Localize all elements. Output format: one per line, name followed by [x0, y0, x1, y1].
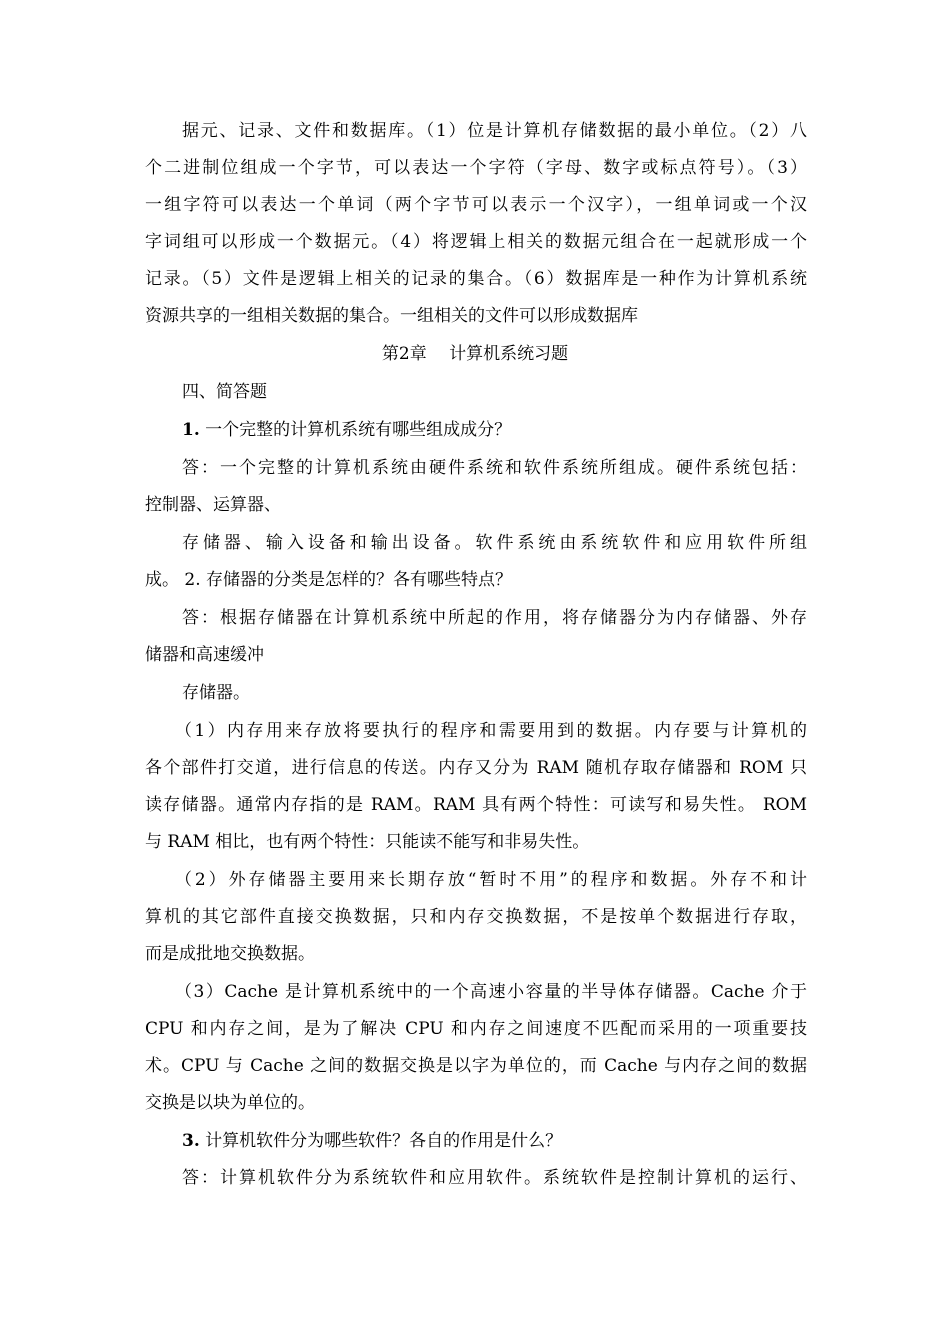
paragraph-line: 读存储器。通常内存指的是 RAM。RAM 具有两个特性：可读写和易失性。 ROM: [145, 795, 807, 815]
question-text: 计算机软件分为哪些软件？各自的作用是什么？: [199, 1131, 563, 1151]
answer-line: 答：根据存储器在计算机系统中所起的作用，将存储器分为内存储器、外存: [182, 608, 807, 628]
paragraph-line: （1）内存用来存放将要执行的程序和需要用到的数据。内存要与计算机的: [175, 721, 807, 741]
answer-line: 成。 2. 存储器的分类是怎样的？各有哪些特点？: [145, 570, 513, 590]
paragraph-line: 交换是以块为单位的。: [145, 1093, 315, 1113]
paragraph-line: 术。CPU 与 Cache 之间的数据交换是以字为单位的，而 Cache 与内存之间的数据: [145, 1056, 807, 1076]
paragraph-line: 算机的其它部件直接交换数据，只和内存交换数据，不是按单个数据进行存取，: [145, 907, 807, 927]
section-heading: 四、简答题: [182, 382, 267, 402]
question-1: [0, 419, 950, 441]
paragraph-line: 资源共享的一组相关数据的集合。一组相关的文件可以形成数据库: [145, 306, 638, 326]
paragraph-line: 各个部件打交道，进行信息的传送。内存又分为 RAM 随机存取存储器和 ROM 只: [145, 758, 807, 778]
answer-line: 控制器、运算器、: [145, 495, 281, 515]
paragraph-line: 字词组可以形成一个数据元。（4）将逻辑上相关的数据元组合在一起就形成一个: [145, 232, 807, 252]
chapter-title: 第2章 计算机系统习题: [381, 344, 569, 364]
paragraph-line: 个二进制位组成一个字节，可以表达一个字符（字母、数字或标点符号）。（3）: [145, 158, 807, 178]
answer-line: 存储器。: [182, 683, 250, 703]
paragraph-line: 据元、记录、文件和数据库。（1）位是计算机存储数据的最小单位。（2）八: [182, 121, 807, 141]
paragraph-line: （2）外存储器主要用来长期存放“暂时不用”的程序和数据。外存不和计: [175, 870, 807, 890]
answer-line: 储器和高速缓冲: [145, 645, 264, 665]
paragraph-line: 一组字符可以表达一个单词（两个字节可以表示一个汉字），一组单词或一个汉: [145, 195, 807, 215]
question-3: [0, 1130, 950, 1152]
paragraph-line: 与 RAM 相比，也有两个特性：只能读不能写和非易失性。: [145, 832, 590, 852]
answer-line: 存储器、输入设备和输出设备。软件系统由系统软件和应用软件所组: [182, 533, 807, 553]
paragraph-line: 而是成批地交换数据。: [145, 944, 315, 964]
paragraph-line: （3）Cache 是计算机系统中的一个高速小容量的半导体存储器。Cache 介于: [175, 982, 807, 1002]
paragraph-line: CPU 和内存之间，是为了解决 CPU 和内存之间速度不匹配而采用的一项重要技: [145, 1019, 807, 1039]
answer-line: 答：一个完整的计算机系统由硬件系统和软件系统所组成。硬件系统包括：: [182, 458, 807, 478]
question-number: 3.: [182, 1131, 200, 1151]
question-number: 1.: [182, 420, 200, 440]
paragraph-line: 记录。（5）文件是逻辑上相关的记录的集合。（6）数据库是一种作为计算机系统: [145, 269, 807, 289]
question-text: 一个完整的计算机系统有哪些组成成分？: [199, 420, 512, 440]
answer-line: 答：计算机软件分为系统软件和应用软件。系统软件是控制计算机的运行、: [182, 1168, 807, 1188]
